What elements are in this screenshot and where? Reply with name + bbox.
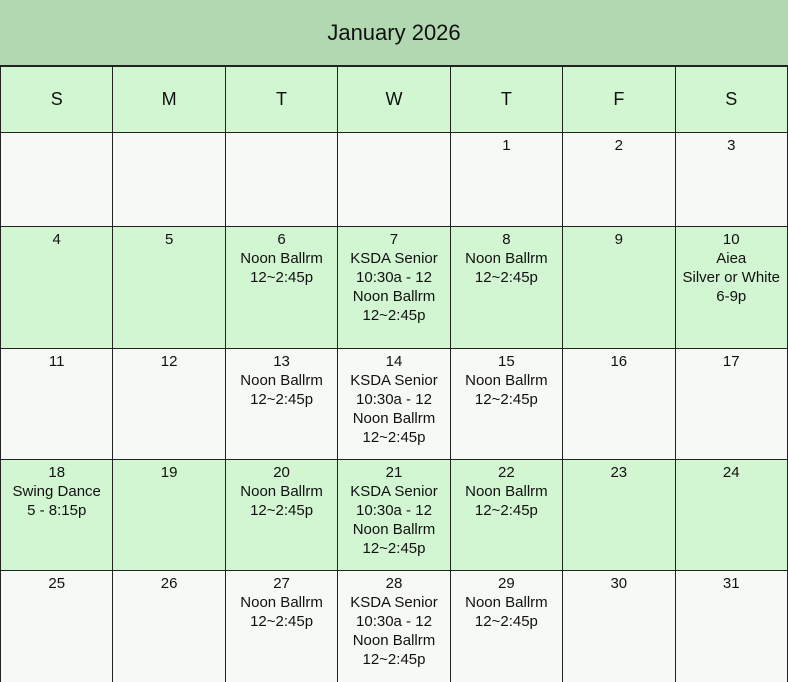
event-line: 5 - 8:15p — [27, 502, 87, 519]
day-number: 27 — [273, 575, 290, 592]
event-line: 12~2:45p — [362, 429, 426, 446]
day-cell — [113, 460, 225, 571]
event-line: 10:30a - 12 — [356, 391, 432, 408]
week-row — [1, 571, 788, 682]
day-cell — [675, 349, 787, 460]
event-line: Noon Ballrm — [465, 372, 548, 389]
day-number: 20 — [273, 464, 290, 481]
day-cell — [563, 133, 675, 227]
event-line: 12~2:45p — [474, 391, 538, 408]
day-cell — [113, 571, 225, 682]
event-line: 10:30a - 12 — [356, 269, 432, 286]
event-line: 12~2:45p — [250, 391, 314, 408]
day-cell — [675, 571, 787, 682]
day-number: 31 — [722, 575, 740, 592]
event-line: KSDA Senior — [350, 372, 438, 389]
event-line: Noon Ballrm — [240, 483, 323, 500]
day-number: 22 — [498, 464, 515, 481]
day-number: 8 — [502, 231, 511, 248]
day-cell — [563, 460, 675, 571]
event-line: 6-9p — [716, 288, 747, 305]
event-line: Noon Ballrm — [240, 250, 323, 267]
event-line: 12~2:45p — [362, 651, 426, 668]
day-number: 23 — [610, 464, 628, 481]
day-cell — [338, 460, 450, 571]
day-number: 26 — [160, 575, 178, 592]
event-line: Noon Ballrm — [465, 250, 548, 267]
day-number: 3 — [727, 137, 736, 154]
day-cell — [450, 571, 562, 682]
day-cell — [338, 349, 450, 460]
event-line: Noon Ballrm — [465, 483, 548, 500]
day-number: 14 — [385, 353, 403, 370]
event-line: 12~2:45p — [250, 269, 314, 286]
day-cell — [1, 349, 113, 460]
day-cell — [450, 460, 562, 571]
event-line: KSDA Senior — [350, 594, 438, 611]
day-number: 25 — [48, 575, 66, 592]
weekday-header: W — [338, 67, 450, 133]
event-line: Noon Ballrm — [240, 594, 323, 611]
day-number — [113, 133, 224, 136]
calendar-title-bar — [0, 0, 788, 66]
weekday-header: S — [1, 67, 113, 133]
week-row — [1, 133, 788, 227]
event-line: Noon Ballrm — [352, 288, 436, 305]
day-cell — [1, 571, 113, 682]
weekday-header: T — [450, 67, 562, 133]
day-number: 17 — [722, 353, 740, 370]
day-cell — [1, 227, 113, 349]
day-cell — [563, 227, 675, 349]
day-cell — [338, 571, 450, 682]
event-line: Aiea — [716, 250, 747, 267]
day-cell — [338, 133, 450, 227]
day-number: 5 — [164, 231, 174, 248]
calendar-grid — [0, 66, 788, 682]
day-cell — [675, 227, 787, 349]
event-line: 10:30a - 12 — [356, 502, 432, 519]
day-number: 15 — [498, 353, 515, 370]
day-cell — [675, 133, 787, 227]
day-cell — [450, 227, 562, 349]
day-number: 24 — [722, 464, 740, 481]
weekday-header: S — [675, 67, 787, 133]
event-line: 12~2:45p — [474, 502, 538, 519]
day-number: 10 — [722, 231, 740, 248]
event-line: Noon Ballrm — [352, 521, 436, 538]
day-cell — [450, 133, 562, 227]
event-line: KSDA Senior — [350, 250, 438, 267]
day-number: 29 — [498, 575, 515, 592]
day-number: 1 — [502, 137, 511, 154]
day-cell — [225, 133, 337, 227]
day-number — [1, 133, 112, 136]
event-line: Noon Ballrm — [465, 594, 548, 611]
weekday-header: M — [113, 67, 225, 133]
day-number — [338, 133, 449, 136]
day-number: 7 — [389, 231, 399, 248]
event-line: 10:30a - 12 — [356, 613, 432, 630]
week-row — [1, 227, 788, 349]
week-row — [1, 349, 788, 460]
day-number: 13 — [273, 353, 290, 370]
day-cell — [225, 227, 337, 349]
day-number: 2 — [614, 137, 623, 154]
day-number: 21 — [385, 464, 403, 481]
day-number: 12 — [160, 353, 178, 370]
day-number: 19 — [160, 464, 178, 481]
event-line: 12~2:45p — [362, 307, 426, 324]
day-number: 9 — [614, 231, 623, 248]
day-cell — [225, 571, 337, 682]
event-line: 12~2:45p — [474, 613, 538, 630]
event-line: Noon Ballrm — [352, 410, 436, 427]
day-number: 30 — [610, 575, 628, 592]
event-line: Noon Ballrm — [352, 632, 436, 649]
day-cell — [1, 133, 113, 227]
event-line: 12~2:45p — [474, 269, 538, 286]
event-line: 12~2:45p — [362, 540, 426, 557]
weekday-header-row — [1, 67, 788, 133]
event-line: KSDA Senior — [350, 483, 438, 500]
day-cell — [225, 349, 337, 460]
event-line: 12~2:45p — [250, 502, 314, 519]
event-line: Silver or White — [682, 269, 781, 286]
day-cell — [1, 460, 113, 571]
day-cell — [563, 571, 675, 682]
day-number: 4 — [52, 231, 61, 248]
day-cell — [113, 227, 225, 349]
day-cell — [450, 349, 562, 460]
weekday-header: T — [225, 67, 337, 133]
day-cell — [338, 227, 450, 349]
calendar-title: January 2026 — [327, 19, 461, 45]
event-line: Noon Ballrm — [240, 372, 323, 389]
day-number: 16 — [610, 353, 628, 370]
day-number — [226, 133, 337, 136]
day-cell — [563, 349, 675, 460]
day-number: 6 — [277, 231, 286, 248]
week-row — [1, 460, 788, 571]
day-number: 18 — [48, 464, 66, 481]
weekday-header: F — [563, 67, 675, 133]
day-cell — [675, 460, 787, 571]
day-number: 28 — [385, 575, 403, 592]
day-number: 11 — [48, 353, 65, 370]
day-cell — [113, 349, 225, 460]
event-line: 12~2:45p — [250, 613, 314, 630]
day-cell — [225, 460, 337, 571]
day-cell — [113, 133, 225, 227]
event-line: Swing Dance — [12, 483, 101, 500]
